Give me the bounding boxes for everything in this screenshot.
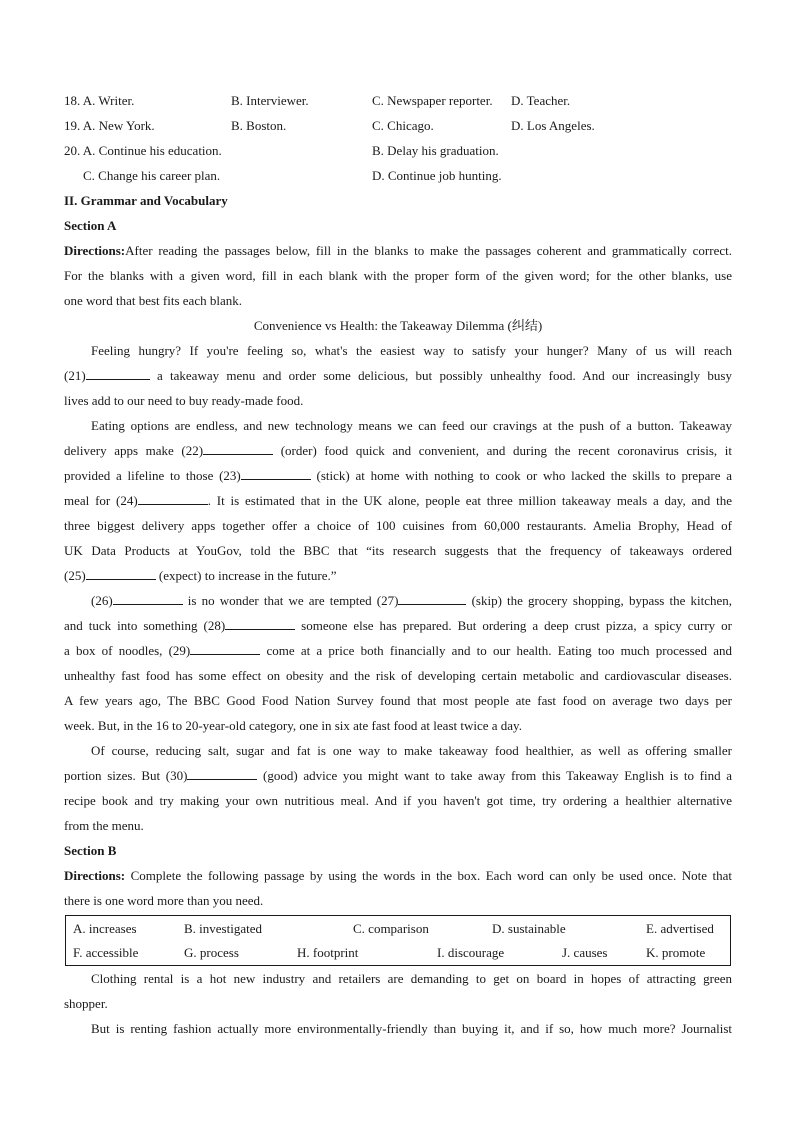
- question-19: [64, 113, 732, 138]
- paragraph-line: Eating options are endless, and new technology means we can feed our cravings at the push of a button. Takeaway: [91, 418, 732, 433]
- q18-option-d: D. Teacher.: [511, 93, 571, 108]
- line-text: delivery apps make (22): [64, 443, 204, 458]
- word-option: C. comparison: [353, 921, 429, 936]
- blank-number-21: (21): [64, 368, 86, 383]
- question-18: [64, 88, 732, 113]
- paragraph-line: recipe book and try making your own nutritious meal. And if you haven't got time, try ordering a healthier alternative: [64, 793, 732, 808]
- paragraph-line: UK Data Products at YouGov, told the BBC that “its research suggests that the frequency of takeaways ordered: [64, 543, 732, 558]
- word-box-row: [66, 917, 730, 941]
- directions-b-line: [64, 863, 732, 888]
- paragraph-line: shopper.: [64, 996, 108, 1011]
- paragraph-line: Clothing rental is a hot new industry and retailers are demanding to get on board in hopes of attracting green: [91, 971, 732, 986]
- line-text: (stick) at home with nothing to cook or who lacked the skills to prepare a: [310, 468, 732, 483]
- directions-a-line: [64, 238, 732, 263]
- blank-number-25: (25): [64, 568, 86, 583]
- word-option: K. promote: [646, 945, 706, 960]
- blank-22[interactable]: [203, 442, 273, 455]
- blank-23[interactable]: [241, 467, 311, 480]
- q19-option-b: B. Boston.: [231, 118, 287, 133]
- paragraph-line: unhealthy fast food has some effect on obesity and the risk of developing certain metabolic and cardiovascular diseases.: [64, 668, 732, 683]
- paragraph-line: three biggest delivery apps together offer a choice of 100 cuisines from 60,000 restaurants. Amelia Brophy, Head of: [64, 518, 732, 533]
- line-text: a takeaway menu and order some delicious, but possibly unhealthy food. And our increasingly busy: [149, 368, 732, 383]
- paragraph-line: [64, 763, 732, 788]
- blank-25[interactable]: [86, 567, 156, 580]
- section-a-heading: Section A: [64, 218, 117, 233]
- paragraph-line: lives add to our need to buy ready-made food.: [64, 393, 304, 408]
- q20-option-c: C. Change his career plan.: [83, 168, 221, 183]
- q18-option-c: C. Newspaper reporter.: [372, 93, 493, 108]
- word-option: B. investigated: [184, 921, 262, 936]
- paragraph-line: [64, 588, 732, 613]
- paragraph-line: from the menu.: [64, 818, 144, 833]
- paragraph-line: [64, 363, 732, 388]
- question-20-row1: [64, 138, 732, 163]
- word-option: E. advertised: [646, 921, 714, 936]
- exam-page: [64, 88, 732, 1041]
- q19-option-d: D. Los Angeles.: [511, 118, 595, 133]
- paragraph-line: [64, 438, 732, 463]
- passage-title: Convenience vs Health: the Takeaway Dilemma (纠结): [253, 318, 543, 333]
- q19-option-a: 19. A. New York.: [64, 118, 155, 133]
- paragraph-line: [64, 613, 732, 638]
- section-b-heading: Section B: [64, 843, 117, 858]
- line-text: portion sizes. But (30): [64, 768, 188, 783]
- word-option: H. footprint: [297, 945, 359, 960]
- blank-number-26: (26): [91, 593, 113, 608]
- directions-label: Directions:: [64, 868, 126, 883]
- line-text: come at a price both financially and to our health. Eating too much processed and: [260, 643, 732, 658]
- line-text: is no wonder that we are tempted (27): [182, 593, 399, 608]
- q20-option-a: 20. A. Continue his education.: [64, 143, 222, 158]
- paragraph-line: [64, 638, 732, 663]
- paragraph-line: [64, 488, 732, 513]
- word-option: J. causes: [562, 945, 608, 960]
- directions-a-line: one word that best fits each blank.: [64, 293, 242, 308]
- word-option: A. increases: [73, 921, 137, 936]
- word-option: F. accessible: [73, 945, 139, 960]
- blank-30[interactable]: [187, 767, 257, 780]
- line-text: provided a lifeline to those (23): [64, 468, 241, 483]
- q18-option-a: 18. A. Writer.: [64, 93, 135, 108]
- directions-b-line: there is one word more than you need.: [64, 893, 264, 908]
- blank-26[interactable]: [113, 592, 183, 605]
- part-title: II. Grammar and Vocabulary: [64, 193, 228, 208]
- q18-option-b: B. Interviewer.: [231, 93, 309, 108]
- word-option: D. sustainable: [492, 921, 566, 936]
- line-text: (expect) to increase in the future.”: [155, 568, 337, 583]
- paragraph-line: week. But, in the 16 to 20-year-old category, one in six ate fast food at least twice a day.: [64, 718, 522, 733]
- paragraph-line: A few years ago, The BBC Good Food Nation Survey found that most people ate fast food on average two days per: [64, 693, 732, 708]
- q20-option-b: B. Delay his graduation.: [372, 143, 499, 158]
- paragraph-line: [64, 563, 732, 588]
- line-text: a box of noodles, (29): [64, 643, 191, 658]
- blank-24[interactable]: [138, 492, 208, 505]
- line-text: meal for (24): [64, 493, 138, 508]
- word-box: [65, 915, 731, 966]
- line-text: (good) advice you might want to take away from this Takeaway English is to find a: [257, 768, 732, 783]
- blank-28[interactable]: [225, 617, 295, 630]
- question-20-row2: [64, 163, 732, 188]
- word-option: I. discourage: [437, 945, 505, 960]
- paragraph-line: Of course, reducing salt, sugar and fat is one way to make takeaway food healthier, as well as offering smaller: [91, 743, 732, 758]
- word-option: G. process: [184, 945, 239, 960]
- word-box-row: [66, 941, 730, 965]
- line-text: someone else has prepared. But ordering a deep crust pizza, a spicy curry or: [295, 618, 732, 633]
- blank-21[interactable]: [86, 367, 150, 380]
- paragraph-line: [64, 463, 732, 488]
- directions-a-text: After reading the passages below, fill in the blanks to make the passages coherent and grammatically correct.: [125, 243, 732, 258]
- line-text: (order) food quick and convenient, and during the recent coronavirus crisis, it: [273, 443, 732, 458]
- blank-27[interactable]: [398, 592, 466, 605]
- directions-label: Directions:: [64, 243, 126, 258]
- q20-option-d: D. Continue job hunting.: [372, 168, 502, 183]
- paragraph-line: But is renting fashion actually more environmentally-friendly than buying it, and if so, how much more? Journalist: [91, 1021, 732, 1036]
- line-text: (skip) the grocery shopping, bypass the kitchen,: [466, 593, 732, 608]
- q19-option-c: C. Chicago.: [372, 118, 434, 133]
- paragraph-line: Feeling hungry? If you're feeling so, what's the easiest way to satisfy your hunger? Many of us will reach: [91, 343, 732, 358]
- directions-b-text: Complete the following passage by using the words in the box. Each word can only be used once. Note that: [125, 868, 732, 883]
- line-text: . It is estimated that in the UK alone, people eat three million takeaway meals a day, and the: [207, 493, 732, 508]
- blank-29[interactable]: [190, 642, 260, 655]
- directions-a-line: For the blanks with a given word, fill in each blank with the proper form of the given word; for the other blanks, use: [64, 268, 732, 283]
- line-text: and tuck into something (28): [64, 618, 226, 633]
